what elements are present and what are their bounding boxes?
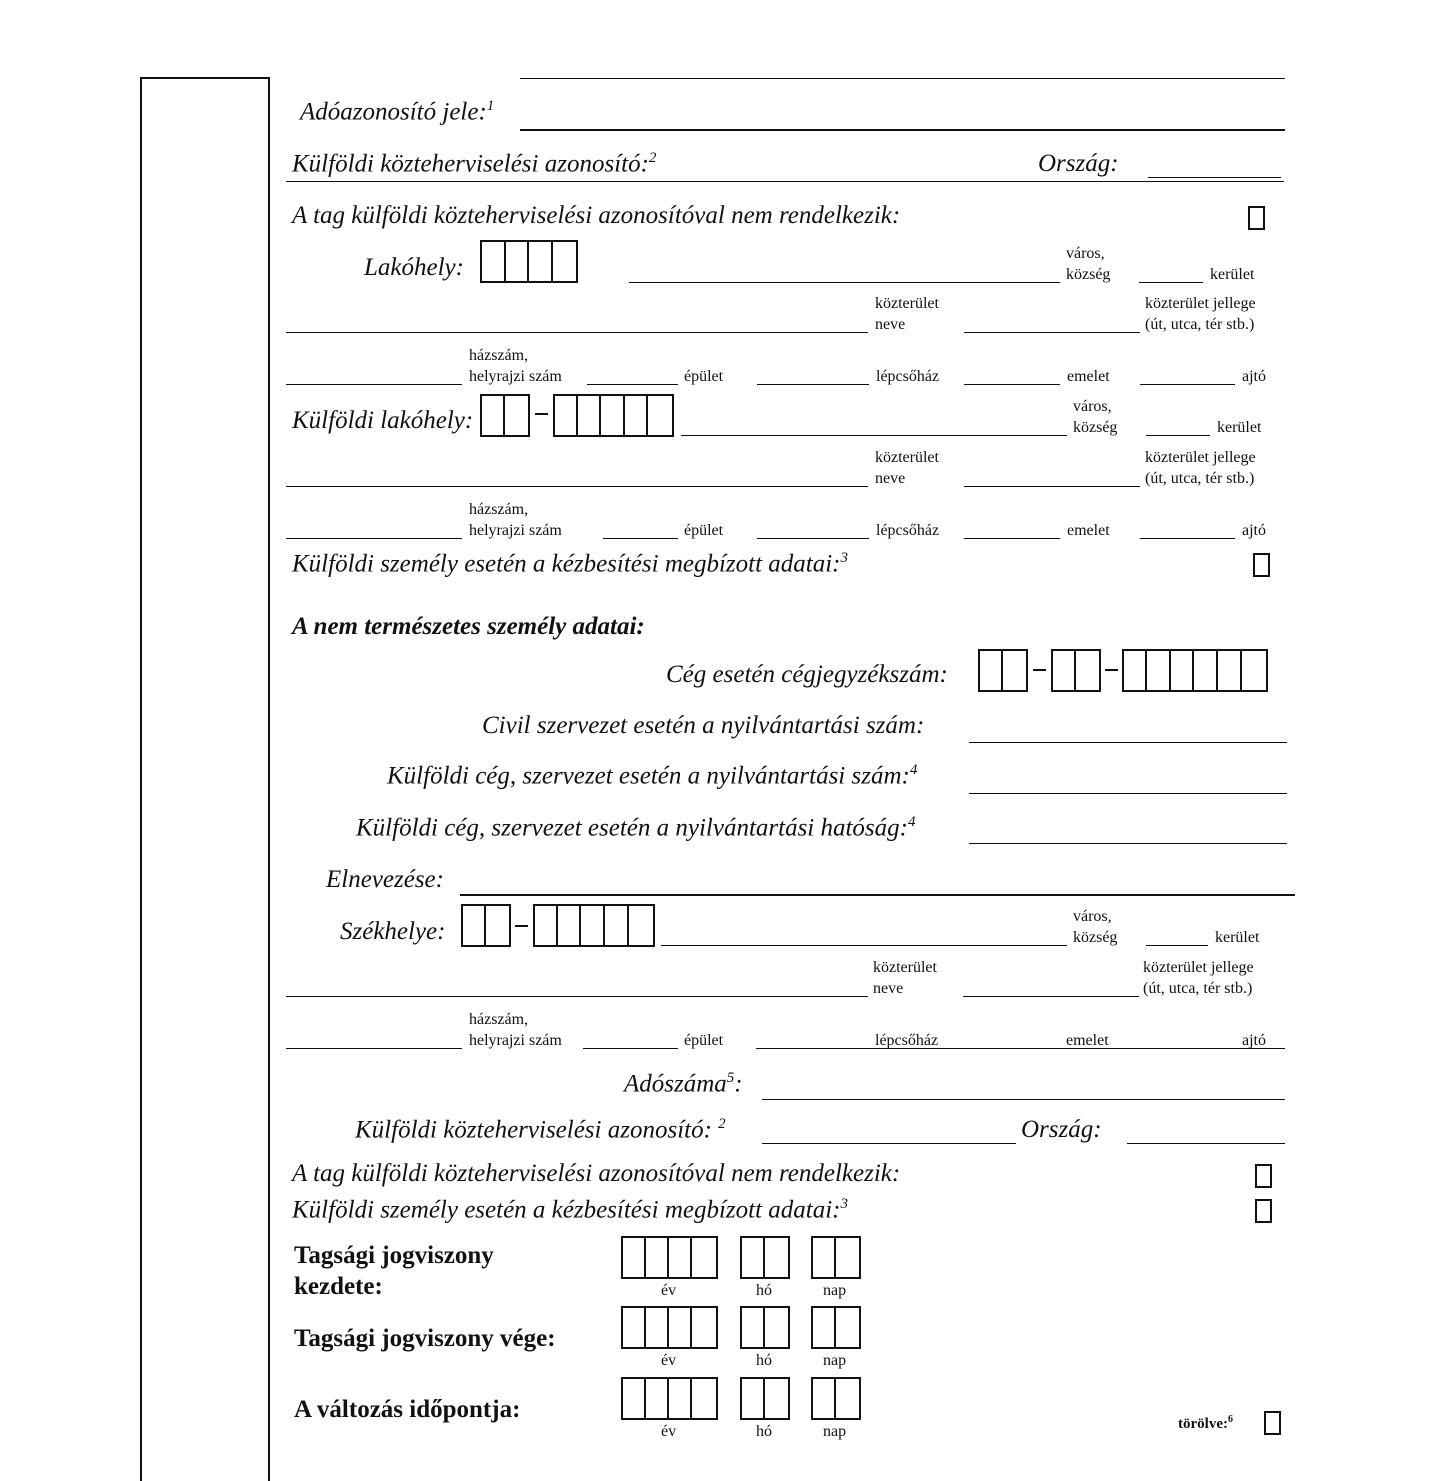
kozterulet-label: közterület neve <box>875 295 939 333</box>
hazszam-label: házszám, helyrajzi szám <box>469 347 562 385</box>
kulfoldi-azonosito-field[interactable] <box>286 181 1284 182</box>
kerulet-label: kerület <box>1215 929 1260 946</box>
orszag-label: Ország: <box>1038 150 1119 177</box>
kulfoldi-lakohely-emelet-field[interactable] <box>964 538 1060 539</box>
kulfoldi-lakohely-city-field[interactable] <box>681 435 1067 436</box>
vege-ev-boxes[interactable] <box>621 1306 718 1349</box>
lakohely-emelet-field[interactable] <box>964 384 1060 385</box>
nap-label: nap <box>823 1423 847 1440</box>
civil-field[interactable] <box>969 742 1287 743</box>
kezdete-label: Tagsági jogviszony kezdete: <box>294 1242 494 1300</box>
cegjegyzekszam-boxes-1[interactable] <box>978 649 1028 692</box>
torolve-checkbox[interactable] <box>1264 1411 1281 1435</box>
dash <box>1033 669 1046 671</box>
delivery-agent-checkbox[interactable] <box>1253 553 1270 577</box>
emelet-label: emelet <box>1066 1032 1109 1049</box>
valtozas-ho-boxes[interactable] <box>740 1377 790 1420</box>
adoszama-field[interactable] <box>762 1099 1285 1100</box>
epulet-label: épület <box>684 1032 724 1049</box>
nap-label: nap <box>823 1352 847 1369</box>
kozterulet-label: közterület neve <box>873 959 937 997</box>
vege-label: Tagsági jogviszony vége: <box>294 1325 556 1352</box>
ev-label: év <box>661 1352 677 1369</box>
kulfoldi-szam-label: Külföldi cég, szervezet esetén a nyilvántartási szám:$^4$ <box>387 762 918 790</box>
ajto-label: ajtó <box>1242 368 1266 385</box>
lakohely-zip-boxes[interactable] <box>480 240 578 283</box>
varos-label: város, község <box>1073 398 1118 436</box>
lakohely-kerulet-field[interactable] <box>1139 282 1203 283</box>
entity-no-foreign-id-label: A tag külföldi közteherviselési azonosítóval nem rendelkezik: <box>292 1160 901 1187</box>
lakohely-lepcsohaz-field[interactable] <box>757 384 869 385</box>
jellege-label: közterület jellege (út, utca, tér stb.) <box>1145 449 1256 487</box>
dash <box>535 413 548 415</box>
elnevezese-field[interactable] <box>460 894 1295 896</box>
kulfoldi-hatosag-label: Külföldi cég, szervezet esetén a nyilvántartási hatóság:$^4$ <box>356 814 916 842</box>
ev-label: év <box>661 1423 677 1440</box>
kulfoldi-lakohely-kozterulet-field[interactable] <box>286 486 868 487</box>
cegjegyzekszam-boxes-3[interactable] <box>1122 649 1268 692</box>
torolve-label: törölve:$^6$ <box>1178 1414 1233 1432</box>
entity-delivery-agent-checkbox[interactable] <box>1255 1199 1272 1223</box>
dash <box>515 925 528 927</box>
elnevezese-label: Elnevezése: <box>326 866 444 893</box>
kulfoldi-lakohely-ajto-field[interactable] <box>1140 538 1235 539</box>
adoazonosito-label: Adóazonosító jele:$^1$ <box>300 98 495 126</box>
emelet-label: emelet <box>1067 522 1110 539</box>
szekhelye-jellege-field[interactable] <box>963 996 1139 997</box>
civil-label: Civil szervezet esetén a nyilvántartási szám: <box>482 712 925 739</box>
szekhelye-kerulet-field[interactable] <box>1146 945 1208 946</box>
kulfoldi-azonosito-label: Külföldi közteherviselési azonosító:$^2$ <box>292 150 657 178</box>
szekhelye-city-field[interactable] <box>661 945 1067 946</box>
valtozas-label: A változás időpontja: <box>294 1396 521 1423</box>
cegjegyzekszam-boxes-2[interactable] <box>1051 649 1101 692</box>
entity-kulfoldi-azonosito-label: Külföldi közteherviselési azonosító: $^2$ <box>355 1116 726 1144</box>
ajto-label: ajtó <box>1242 1032 1266 1049</box>
entity-no-foreign-id-checkbox[interactable] <box>1255 1164 1272 1188</box>
lakohely-label: Lakóhely: <box>364 254 464 281</box>
epulet-label: épület <box>684 368 724 385</box>
kulfoldi-lakohely-country-boxes[interactable] <box>480 394 530 437</box>
kulfoldi-lakohely-lepcsohaz-field[interactable] <box>757 538 869 539</box>
hazszam-label: házszám, helyrajzi szám <box>469 1011 562 1049</box>
entity-orszag-field[interactable] <box>1127 1143 1285 1144</box>
ho-label: hó <box>756 1423 772 1440</box>
kulfoldi-lakohely-hazszam-field[interactable] <box>286 538 462 539</box>
szekhelye-epulet-field[interactable] <box>583 1048 678 1049</box>
szekhelye-hazszam-field[interactable] <box>286 1048 462 1049</box>
delivery-agent-label: Külföldi személy esetén a kézbesítési megbízott adatai:$^3$ <box>292 550 849 578</box>
valtozas-nap-boxes[interactable] <box>811 1377 861 1420</box>
kulfoldi-szam-field[interactable] <box>969 793 1287 794</box>
kulfoldi-lakohely-jellege-field[interactable] <box>964 486 1140 487</box>
hazszam-label: házszám, helyrajzi szám <box>469 501 562 539</box>
kezdete-nap-boxes[interactable] <box>811 1236 861 1279</box>
no-foreign-id-label: A tag külföldi közteherviselési azonosítóval nem rendelkezik: <box>292 202 901 229</box>
lakohely-ajto-field[interactable] <box>1140 384 1235 385</box>
szekhelye-country-boxes[interactable] <box>461 904 511 947</box>
vege-nap-boxes[interactable] <box>811 1306 861 1349</box>
kulfoldi-lakohely-epulet-field[interactable] <box>603 538 678 539</box>
varos-label: város, község <box>1066 245 1111 283</box>
jellege-label: közterület jellege (út, utca, tér stb.) <box>1145 295 1256 333</box>
nap-label: nap <box>823 1282 847 1299</box>
lakohely-city-field[interactable] <box>629 282 1060 283</box>
legal-entity-title: A nem természetes személy adatai: <box>292 613 645 640</box>
lakohely-kozterulet-field[interactable] <box>286 332 868 333</box>
valtozas-ev-boxes[interactable] <box>621 1377 718 1420</box>
top-rule <box>520 78 1285 79</box>
lakohely-epulet-field[interactable] <box>587 384 678 385</box>
szekhelye-zip-boxes[interactable] <box>533 904 655 947</box>
adoazonosito-field[interactable] <box>520 129 1285 131</box>
dash <box>1105 669 1118 671</box>
kozterulet-label: közterület neve <box>875 449 939 487</box>
entity-delivery-agent-label: Külföldi személy esetén a kézbesítési megbízott adatai:$^3$ <box>292 1196 849 1224</box>
orszag-field[interactable] <box>1148 177 1281 178</box>
lepcsohaz-label: lépcsőház <box>876 368 940 385</box>
ajto-label: ajtó <box>1242 522 1266 539</box>
szekhelye-label: Székhelye: <box>340 918 446 945</box>
lepcsohaz-label: lépcsőház <box>875 1032 939 1049</box>
lakohely-jellege-field[interactable] <box>964 332 1140 333</box>
ho-label: hó <box>756 1282 772 1299</box>
left-margin-box <box>140 77 270 1481</box>
entity-kulfoldi-azonosito-field[interactable] <box>762 1143 1016 1144</box>
jellege-label: közterület jellege (út, utca, tér stb.) <box>1143 959 1254 997</box>
no-foreign-id-checkbox[interactable] <box>1248 206 1265 230</box>
vege-ho-boxes[interactable] <box>740 1306 790 1349</box>
ev-label: év <box>661 1282 677 1299</box>
szekhelye-kozterulet-field[interactable] <box>286 996 868 997</box>
kulfoldi-lakohely-kerulet-field[interactable] <box>1146 435 1210 436</box>
szekhelye-lepcsohaz-emelet-ajto-field[interactable] <box>756 1048 1285 1049</box>
emelet-label: emelet <box>1067 368 1110 385</box>
adoszama-label: Adószáma$^5$: <box>624 1070 743 1098</box>
kezdete-ho-boxes[interactable] <box>740 1236 790 1279</box>
ho-label: hó <box>756 1352 772 1369</box>
entity-orszag-label: Ország: <box>1021 1116 1102 1143</box>
kulfoldi-hatosag-field[interactable] <box>969 843 1287 844</box>
kerulet-label: kerület <box>1217 419 1262 436</box>
lepcsohaz-label: lépcsőház <box>876 522 940 539</box>
cegjegyzekszam-label: Cég esetén cégjegyzékszám: <box>666 661 948 688</box>
kerulet-label: kerület <box>1210 266 1255 283</box>
lakohely-hazszam-field[interactable] <box>286 384 462 385</box>
kezdete-ev-boxes[interactable] <box>621 1236 718 1279</box>
kulfoldi-lakohely-label: Külföldi lakóhely: <box>292 407 474 434</box>
kulfoldi-lakohely-zip-boxes[interactable] <box>553 394 674 437</box>
epulet-label: épület <box>684 522 724 539</box>
varos-label: város, község <box>1073 908 1118 946</box>
